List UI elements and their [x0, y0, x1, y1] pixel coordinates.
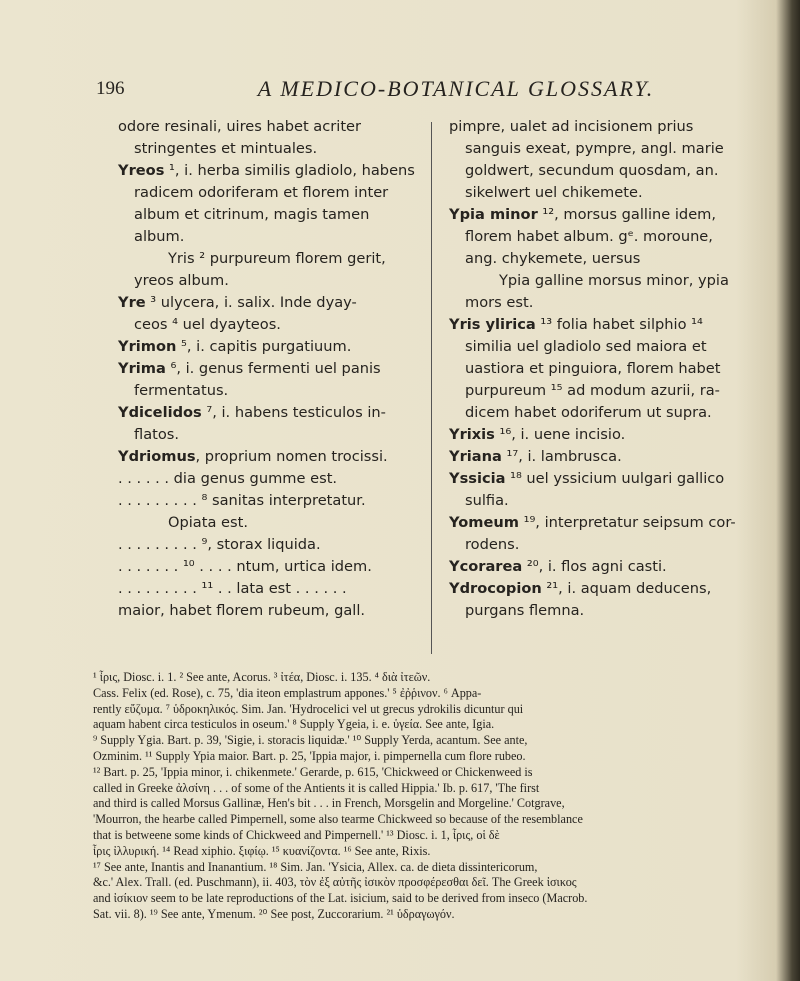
entry-line: goldwert, secundum quosdam, an. — [465, 162, 719, 179]
column-divider — [431, 122, 432, 654]
right-column — [449, 116, 767, 622]
footnote-line: 'Mourron, the hearbe called Pimpernell, some also tearme Chickweed so because of the resemblance — [93, 812, 583, 827]
entry-line: . . . . . . . ¹⁰ . . . . ntum, urtica idem. — [118, 558, 372, 575]
footnote-line: Sat. vii. 8). ¹⁹ See ante, Ymenum. ²⁰ See post, Zuccorarium. ²¹ ὑδραγωγόν. — [93, 906, 455, 921]
entry-line: Yreos ¹, i. herba similis gladiolo, habens — [118, 162, 415, 179]
entry-line: Yriana ¹⁷, i. lambrusca. — [449, 448, 622, 465]
entry-line: dicem habet odoriferum ut supra. — [465, 404, 712, 421]
entry-line: . . . . . . . . . ¹¹ . . lata est . . . . . . — [118, 580, 347, 597]
entry-line: Opiata est. — [168, 514, 248, 531]
glossary-entry — [118, 336, 418, 358]
glossary-entry — [118, 248, 418, 292]
page-number: 196 — [96, 78, 125, 99]
glossary-entry — [118, 358, 418, 402]
glossary-entry — [118, 116, 418, 160]
glossary-entry — [118, 292, 418, 336]
entry-line: . . . . . . dia genus gumme est. — [118, 470, 338, 487]
entry-line: Yrixis ¹⁶, i. uene incisio. — [449, 426, 626, 443]
entry-line: Yre ³ ulycera, i. salix. Inde dyay- — [118, 294, 357, 311]
footnote-line: ⁹ Supply Ygia. Bart. p. 39, 'Sigie, i. storacis liquidæ.' ¹⁰ Supply Yerda, acantum. See ante, — [93, 733, 528, 748]
glossary-entry — [449, 424, 767, 446]
entry-line: uastiora et pinguiora, florem habet — [465, 360, 721, 377]
glossary-entry — [449, 270, 767, 314]
entry-line: sulfia. — [465, 492, 509, 509]
footnote-line: ¹ ἶρις, Diosc. i. 1. ² See ante, Acorus. ³ ἰτέα, Diosc. i. 135. ⁴ διὰ ἰτεῶν. — [93, 670, 431, 684]
entry-line: rodens. — [465, 536, 520, 553]
glossary-entry — [449, 116, 767, 204]
entry-line: Ycorarea ²⁰, i. flos agni casti. — [449, 558, 667, 575]
glossary-entry — [118, 402, 418, 446]
entry-line: Yris ² purpureum florem gerit, — [168, 250, 386, 267]
entry-line: . . . . . . . . . ⁸ sanitas interpretatur. — [118, 492, 366, 509]
glossary-entry — [118, 556, 418, 578]
glossary-entry — [449, 468, 767, 512]
entry-line: yreos album. — [134, 272, 229, 289]
entry-line: mors est. — [465, 294, 534, 311]
entry-line: florem habet album. gᵉ. moroune, — [465, 228, 713, 245]
glossary-entry — [118, 578, 418, 600]
entry-line: odore resinali, uires habet acriter — [118, 118, 362, 135]
entry-line: Yrima ⁶, i. genus fermenti uel panis — [118, 360, 381, 377]
entry-line: radicem odoriferam et florem inter — [134, 184, 389, 201]
footnote-line: and ἰσίκιον seem to be late reproductions of the Lat. isicium, said to be derived from inseco (Macrob. — [93, 891, 588, 906]
footnote-line: ¹² Bart. p. 25, 'Ippia minor, i. chikenmete.' Gerarde, p. 615, 'Chickweed or Chickenweed is — [93, 764, 533, 779]
entry-line: sikelwert uel chikemete. — [465, 184, 643, 201]
glossary-entry — [449, 314, 767, 424]
entry-line: maior, habet florem rubeum, gall. — [118, 602, 366, 619]
footnote-line: that is betweene some kinds of Chickweed and Pimpernell.' ¹³ Diosc. i. 1, ἶρις, οἱ δὲ — [93, 827, 500, 842]
footnote-line: &c.' Alex. Trall. (ed. Puschmann), ii. 403, τὸν ἐξ αὐτῆς ἰσικὸν προσφέρεσθαι δεῖ. The Greek ἰσικος — [93, 875, 577, 890]
footnotes — [93, 670, 729, 923]
glossary-entry — [118, 512, 418, 534]
footnote-line: and third is called Morsus Gallinæ, Hen's bit . . . in French, Morsgelin and Morgeline.' Cotgrave, — [93, 796, 565, 811]
left-column — [118, 116, 418, 622]
glossary-entry — [118, 600, 418, 622]
footnote-line: Ozminim. ¹¹ Supply Ypia maior. Bart. p. 25, 'Ippia major, i. pimpernella cum flore rubeo. — [93, 748, 526, 763]
entry-line: album. — [134, 228, 185, 245]
glossary-entry — [449, 446, 767, 468]
footnote-line: called in Greeke ἀλσίνη . . . of some of the Antients it is called Hippia.' Ib. p. 617, 'The first — [93, 780, 540, 795]
glossary-entry — [449, 512, 767, 556]
glossary-entry — [118, 160, 418, 248]
entry-line: Yomeum ¹⁹, interpretatur seipsum cor- — [449, 514, 736, 531]
glossary-entry — [449, 578, 767, 622]
entry-line: flatos. — [134, 426, 180, 443]
glossary-entry — [449, 556, 767, 578]
running-title: A MEDICO-BOTANICAL GLOSSARY. — [257, 76, 655, 101]
glossary-entry — [118, 534, 418, 556]
entry-line: ceos ⁴ uel dyayteos. — [134, 316, 281, 333]
footnote-line: rently εὔζυμα. ⁷ ὑδροκηλικός. Sim. Jan. 'Hydrocelici vel ut grecus ydrokilis dicuntur qui — [93, 701, 524, 716]
entry-line: similia uel gladiolo sed maiora et — [465, 338, 707, 355]
page-header — [96, 78, 696, 106]
entry-line: Ydicelidos ⁷, i. habens testiculos in- — [118, 404, 386, 421]
footnote-line: ¹⁷ See ante, Inantis and Inanantium. ¹⁸ Sim. Jan. 'Ysicia, Allex. ca. de dieta dissintericorum, — [93, 859, 538, 874]
footnote-line: aquam habent circa testiculos in oseum.' ⁸ Supply Ygeia, i. e. ὑγεία. See ante, Igia. — [93, 717, 495, 732]
glossary-entry — [118, 490, 418, 512]
entry-line: . . . . . . . . . ⁹, storax liquida. — [118, 536, 321, 553]
entry-line: Ydrocopion ²¹, i. aquam deducens, — [449, 580, 712, 597]
glossary-entry — [449, 204, 767, 270]
entry-line: stringentes et mintuales. — [134, 140, 318, 157]
footnote-line: Cass. Felix (ed. Rose), c. 75, 'dia iteon emplastrum appones.' ⁵ ἐῤῥινον. ⁶ Appa- — [93, 685, 482, 700]
entry-line: Yrimon ⁵, i. capitis purgatiuum. — [118, 338, 352, 355]
entry-line: pimpre, ualet ad incisionem prius — [449, 118, 694, 135]
entry-line: Ypia minor ¹², morsus galline idem, — [449, 206, 717, 223]
entry-line: Yssicia ¹⁸ uel yssicium uulgari gallico — [449, 470, 725, 487]
entry-line: Yris ylirica ¹³ folia habet silphio ¹⁴ — [449, 316, 703, 333]
entry-line: purgans flemna. — [465, 602, 585, 619]
glossary-entry — [118, 468, 418, 490]
footnote-line: ἶρις ἰλλυρική. ¹⁴ Read xiphio. ξιφίῳ. ¹⁵ κυανίζοντα. ¹⁶ See ante, Rixis. — [93, 843, 431, 858]
entry-line: Ypia galline morsus minor, ypia — [499, 272, 729, 289]
entry-line: purpureum ¹⁵ ad modum azurii, ra- — [465, 382, 720, 399]
entry-line: fermentatus. — [134, 382, 229, 399]
entry-line: ang. chykemete, uersus — [465, 250, 641, 267]
entry-line: Ydriomus, proprium nomen trocissi. — [118, 448, 388, 465]
entry-line: sanguis exeat, pympre, angl. marie — [465, 140, 724, 157]
glossary-entry — [118, 446, 418, 468]
entry-line: album et citrinum, magis tamen — [134, 206, 370, 223]
